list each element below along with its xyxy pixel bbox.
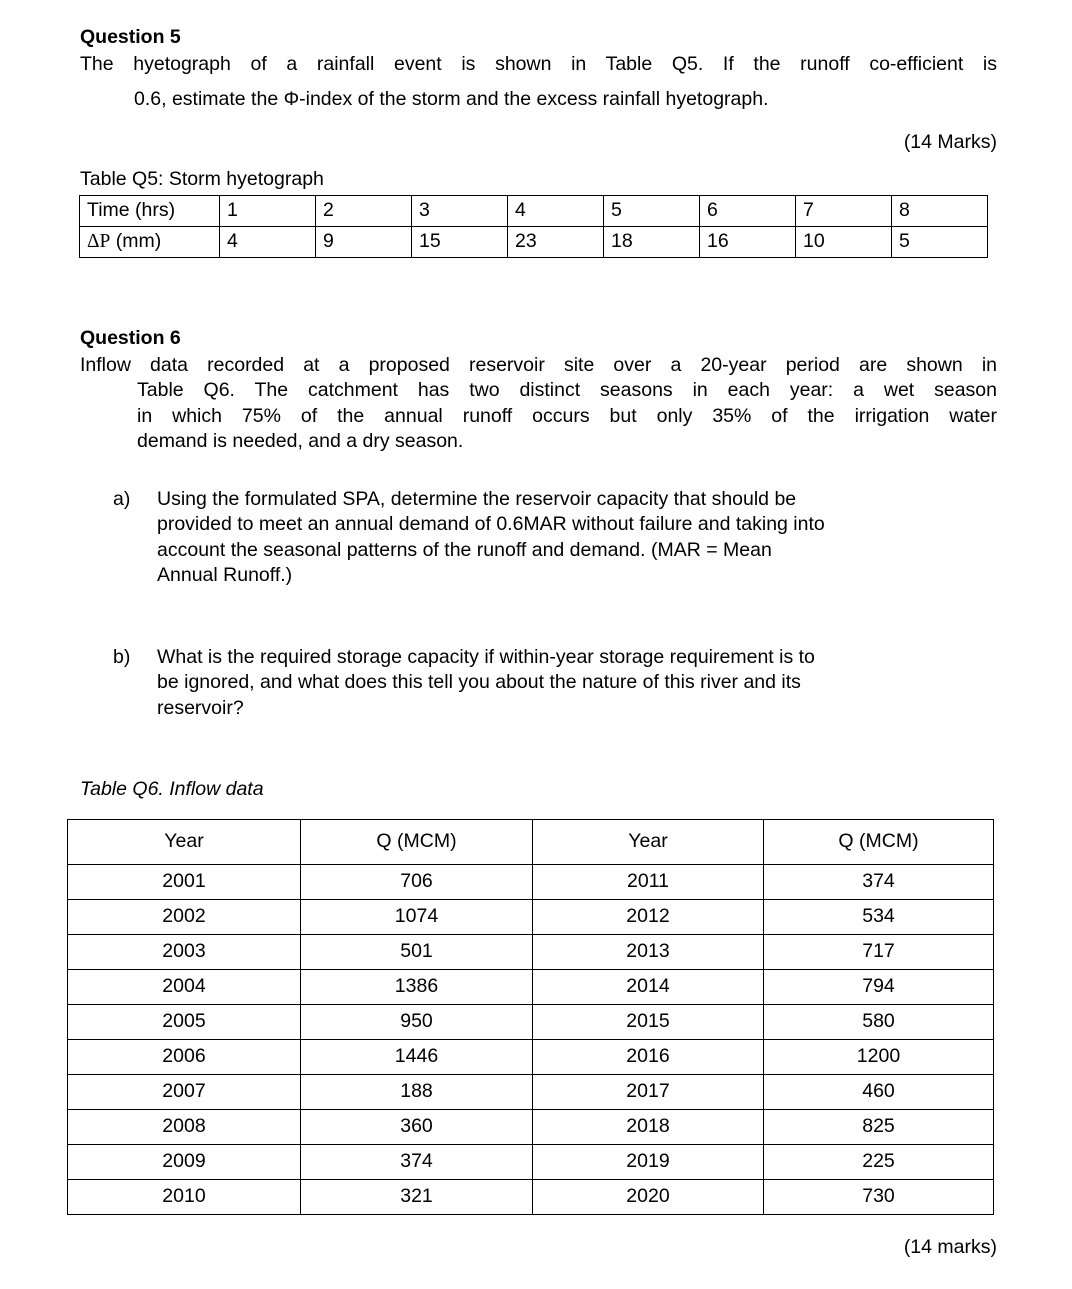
table-q5-depth-cell: 4 [220, 227, 316, 258]
table-q6-flow-cell: 1386 [301, 970, 533, 1005]
table-q6-flow-cell: 225 [764, 1145, 994, 1180]
table-q6-flow-cell: 950 [301, 1005, 533, 1040]
question-6-item-a-line-1: Using the formulated SPA, determine the reservoir capacity that should be [157, 488, 797, 510]
table-row [68, 865, 994, 900]
table-q5-depth-cell: 5 [892, 227, 988, 258]
question-6-item-b-line-3: reservoir? [157, 696, 244, 719]
question-6-item-b-text [113, 645, 933, 721]
table-row [68, 970, 994, 1005]
table-q6-year-cell: 2020 [533, 1180, 764, 1215]
question-5-line-1: The hyetograph of a rainfall event is shown in Table Q5. If the runoff co-efficient is [80, 53, 997, 75]
table-q6-year-cell: 2016 [533, 1040, 764, 1075]
table-q6-flow-cell: 188 [301, 1075, 533, 1110]
table-q6-flow-cell: 580 [764, 1005, 994, 1040]
table-q6-year-cell: 2006 [68, 1040, 301, 1075]
table-row [68, 1180, 994, 1215]
table-q6-year-cell: 2018 [533, 1110, 764, 1145]
table-q6-year-cell: 2008 [68, 1110, 301, 1145]
table-q6-year-cell: 2015 [533, 1005, 764, 1040]
table-q6-flow-cell: 706 [301, 865, 533, 900]
table-q6-flow-cell: 321 [301, 1180, 533, 1215]
table-q6-header-cell: Year [68, 820, 301, 865]
table-q5-depth-cell: 16 [700, 227, 796, 258]
table-q6-body [68, 865, 994, 1215]
table-q6-year-cell: 2009 [68, 1145, 301, 1180]
question-5-heading: Question 5 [80, 26, 181, 48]
table-q6-year-cell: 2017 [533, 1075, 764, 1110]
delta-p-units: (mm) [110, 230, 162, 253]
table-q5-time-cell: 5 [604, 196, 700, 227]
table-q6-flow-cell: 374 [301, 1145, 533, 1180]
table-q6-header-cell: Year [533, 820, 764, 865]
question-6-item-b [113, 645, 933, 721]
table-q5-depth-cell: 23 [508, 227, 604, 258]
table-row [68, 1040, 994, 1075]
table-row [68, 900, 994, 935]
table-row [68, 935, 994, 970]
table-q6-flow-cell: 374 [764, 865, 994, 900]
table-q6-flow-cell: 717 [764, 935, 994, 970]
table-q6-flow-cell: 825 [764, 1110, 994, 1145]
table-q5-caption: Table Q5: Storm hyetograph [80, 168, 324, 190]
table-q5 [79, 195, 988, 258]
table-q5-row-label-deltap [80, 227, 220, 258]
table-row [68, 1145, 994, 1180]
question-6-heading: Question 6 [80, 327, 181, 349]
table-q6-year-cell: 2011 [533, 865, 764, 900]
question-6-marks: (14 marks) [903, 1236, 997, 1258]
question-5-marks: (14 Marks) [903, 130, 997, 153]
table-q5-time-cell: 1 [220, 196, 316, 227]
table-q6-flow-cell: 730 [764, 1180, 994, 1215]
table-q5-time-cell: 8 [892, 196, 988, 227]
table-q6 [67, 819, 994, 1215]
table-q6-year-cell: 2013 [533, 935, 764, 970]
question-5-block [80, 26, 997, 154]
table-q6-year-cell: 2001 [68, 865, 301, 900]
question-6-block [80, 327, 997, 454]
question-6-item-a-text [113, 487, 933, 588]
table-row [68, 1075, 994, 1110]
table-q6-flow-cell: 794 [764, 970, 994, 1005]
table-q6-year-cell: 2005 [68, 1005, 301, 1040]
table-q5-depth-cell: 10 [796, 227, 892, 258]
table-q5-time-cell: 4 [508, 196, 604, 227]
question-6-intro-line-2: Table Q6. The catchment has two distinct seasons in each year: a wet season [137, 379, 997, 402]
table-q6-flow-cell: 1074 [301, 900, 533, 935]
table-row [80, 227, 988, 258]
table-q6-year-cell: 2012 [533, 900, 764, 935]
table-row [68, 1005, 994, 1040]
table-q5-time-cell: 7 [796, 196, 892, 227]
question-5-line-2: 0.6, estimate the Φ-index of the storm and the excess rainfall hyetograph. [134, 88, 769, 111]
question-6-item-a-marker: a) [113, 488, 131, 510]
question-6-item-a-line-4: Annual Runoff.) [157, 564, 293, 587]
table-q6-year-cell: 2007 [68, 1075, 301, 1110]
table-q6-header-cell: Q (MCM) [764, 820, 994, 865]
table-q5-row-label-time: Time (hrs) [80, 196, 220, 227]
table-q6-caption: Table Q6. Inflow data [80, 778, 264, 800]
question-5-body [80, 52, 997, 113]
table-q6-year-cell: 2004 [68, 970, 301, 1005]
question-6-item-b-marker: b) [113, 646, 131, 668]
table-q6-flow-cell: 1200 [764, 1040, 994, 1075]
delta-p-symbol: ΔP [87, 231, 111, 253]
question-6-intro-line-1: Inflow data recorded at a proposed reservoir site over a 20-year period are shown in [80, 354, 997, 376]
table-q5-depth-cell: 9 [316, 227, 412, 258]
question-6-intro-line-4: demand is needed, and a dry season. [137, 430, 464, 453]
table-q5-time-cell: 2 [316, 196, 412, 227]
question-6-intro-line-3: in which 75% of the annual runoff occurs but only 35% of the irrigation water [137, 404, 997, 427]
table-q6-flow-cell: 360 [301, 1110, 533, 1145]
table-q6-header-row [68, 820, 994, 865]
table-q6-flow-cell: 460 [764, 1075, 994, 1110]
table-q6-flow-cell: 1446 [301, 1040, 533, 1075]
table-q6-year-cell: 2002 [68, 900, 301, 935]
table-q5-depth-cell: 18 [604, 227, 700, 258]
table-q5-time-cell: 3 [412, 196, 508, 227]
table-q6-flow-cell: 501 [301, 935, 533, 970]
question-6-item-a [113, 487, 933, 588]
table-row [80, 196, 988, 227]
table-q5-depth-cell: 15 [412, 227, 508, 258]
question-6-item-a-line-3: account the seasonal patterns of the runoff and demand. (MAR = Mean [157, 538, 772, 561]
question-6-intro [80, 353, 997, 454]
question-6-item-a-line-2: provided to meet an annual demand of 0.6MAR without failure and taking into [157, 513, 825, 536]
table-q6-year-cell: 2003 [68, 935, 301, 970]
question-6-item-b-line-1: What is the required storage capacity if within-year storage requirement is to [157, 646, 815, 668]
table-q6-year-cell: 2010 [68, 1180, 301, 1215]
table-q6-flow-cell: 534 [764, 900, 994, 935]
question-6-item-b-line-2: be ignored, and what does this tell you about the nature of this river and its [157, 671, 801, 694]
table-row [68, 1110, 994, 1145]
table-q6-year-cell: 2019 [533, 1145, 764, 1180]
question-6-intro-continued [80, 378, 997, 454]
table-q5-time-cell: 6 [700, 196, 796, 227]
table-q6-year-cell: 2014 [533, 970, 764, 1005]
table-q6-header-cell: Q (MCM) [301, 820, 533, 865]
